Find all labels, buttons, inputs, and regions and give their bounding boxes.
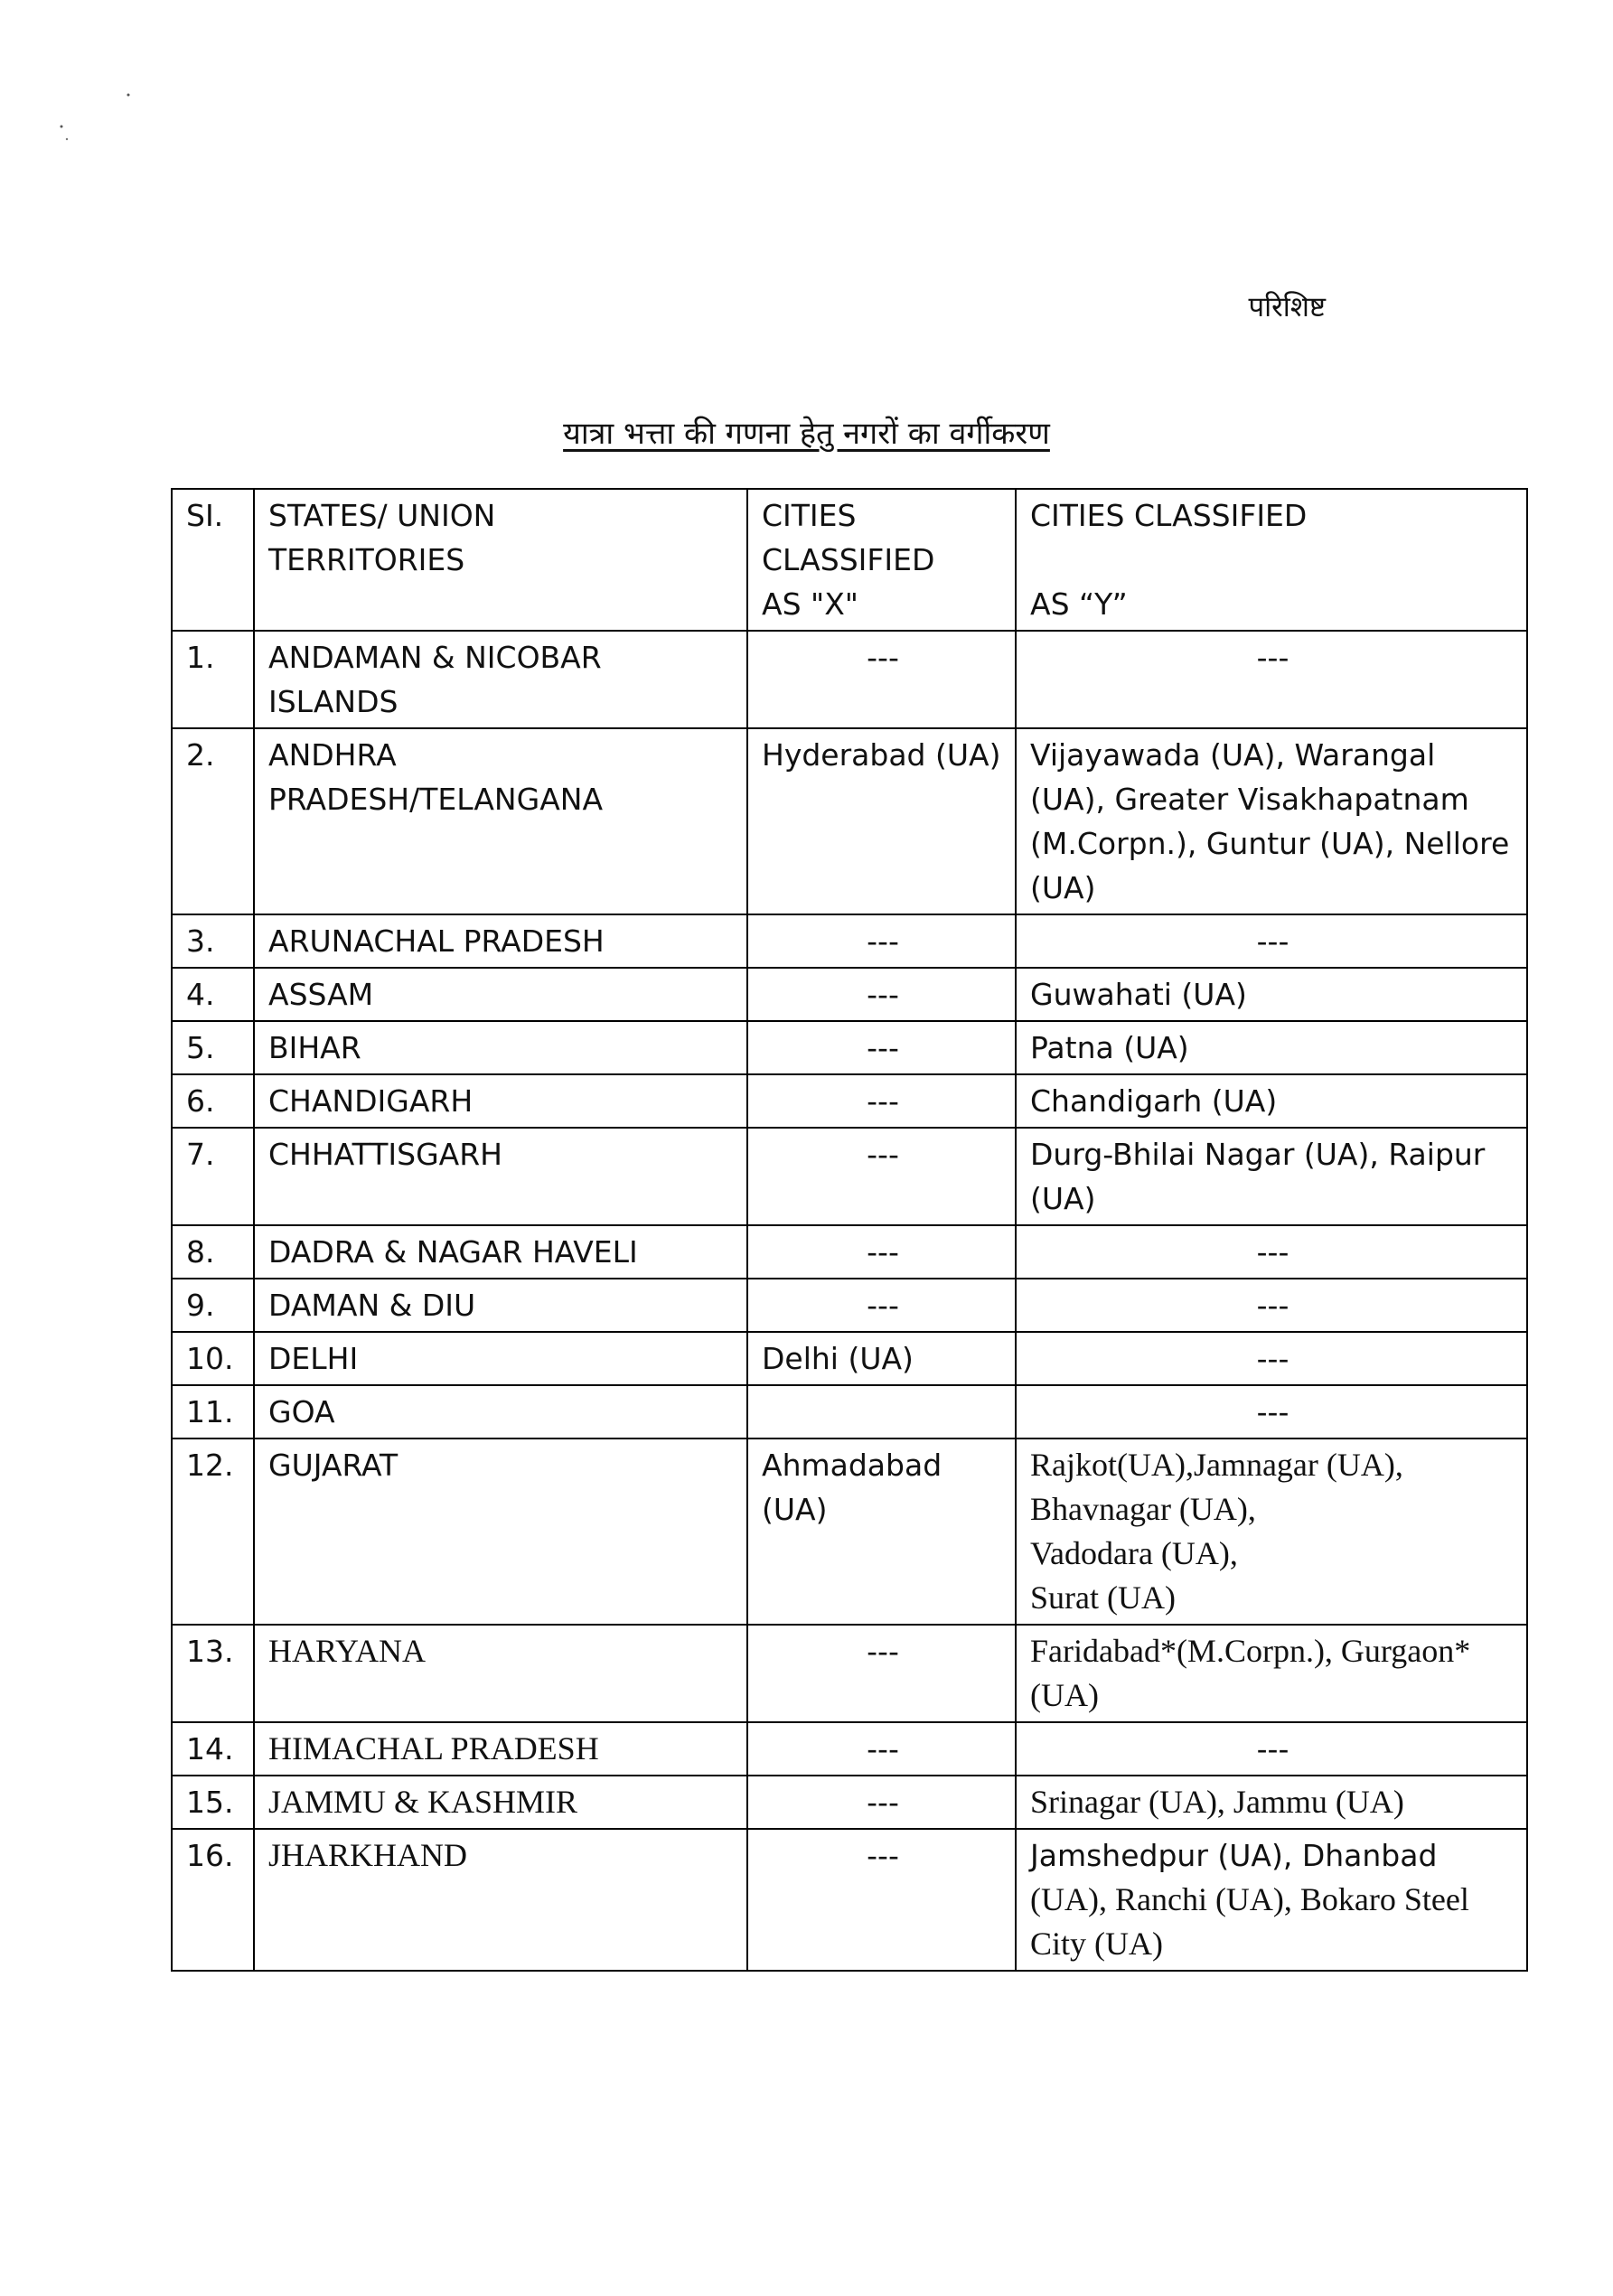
- document-title: [0, 411, 1613, 453]
- table-row: [172, 968, 1527, 1021]
- row-cities-y-part: (UA), Ranchi (UA), Bokaro Steel City (UA): [1030, 1881, 1469, 1962]
- row-sl: 8.: [172, 1225, 254, 1279]
- row-cities-y-line: Rajkot(UA),Jamnagar (UA),: [1030, 1447, 1403, 1483]
- row-state: DELHI: [254, 1332, 747, 1385]
- row-state: BIHAR: [254, 1021, 747, 1074]
- scan-specks: [54, 90, 145, 145]
- header-cities-x: [747, 489, 1016, 631]
- table-row: [172, 728, 1527, 914]
- table-row: [172, 1021, 1527, 1074]
- row-cities-y: Srinagar (UA), Jammu (UA): [1016, 1776, 1527, 1829]
- row-cities-x: ---: [747, 631, 1016, 728]
- row-cities-x: ---: [747, 1776, 1016, 1829]
- table-row: [172, 1128, 1527, 1225]
- row-sl: 14.: [172, 1722, 254, 1776]
- row-state: DADRA & NAGAR HAVELI: [254, 1225, 747, 1279]
- row-cities-y-part: Jamshedpur (UA), Dhanbad: [1030, 1838, 1438, 1873]
- row-sl: 16.: [172, 1829, 254, 1971]
- row-cities-y: ---: [1016, 1225, 1527, 1279]
- row-cities-x: ---: [747, 1625, 1016, 1722]
- row-cities-y: [1016, 1439, 1527, 1625]
- table-row: [172, 1829, 1527, 1971]
- row-cities-x: [747, 1385, 1016, 1439]
- row-sl: 3.: [172, 914, 254, 968]
- table-row: [172, 1225, 1527, 1279]
- annex-label: परिशिष्ट: [1248, 291, 1326, 323]
- header-x-line: CITIES: [762, 498, 857, 533]
- row-state: ANDHRA PRADESH/TELANGANA: [254, 728, 747, 914]
- row-cities-x: ---: [747, 1021, 1016, 1074]
- row-cities-y: ---: [1016, 1332, 1527, 1385]
- row-cities-y: Patna (UA): [1016, 1021, 1527, 1074]
- row-cities-y: ---: [1016, 631, 1527, 728]
- table-row: [172, 1776, 1527, 1829]
- row-sl: 5.: [172, 1021, 254, 1074]
- row-cities-x: Ahmadabad (UA): [747, 1439, 1016, 1625]
- row-sl: 2.: [172, 728, 254, 914]
- row-state: ASSAM: [254, 968, 747, 1021]
- row-cities-x: ---: [747, 1829, 1016, 1971]
- row-state: CHANDIGARH: [254, 1074, 747, 1128]
- table-row: [172, 1439, 1527, 1625]
- row-cities-x: Hyderabad (UA): [747, 728, 1016, 914]
- row-cities-x: Delhi (UA): [747, 1332, 1016, 1385]
- table-row: [172, 1385, 1527, 1439]
- row-cities-x: ---: [747, 1128, 1016, 1225]
- row-cities-x: ---: [747, 1722, 1016, 1776]
- table-row: [172, 1722, 1527, 1776]
- table-row: [172, 1279, 1527, 1332]
- row-cities-y-line: Bhavnagar (UA),: [1030, 1491, 1256, 1527]
- row-cities-y: ---: [1016, 1385, 1527, 1439]
- row-cities-y: Faridabad*(M.Corpn.), Gurgaon* (UA): [1016, 1625, 1527, 1722]
- header-y-line: CITIES CLASSIFIED: [1030, 498, 1308, 533]
- row-cities-y: [1016, 1829, 1527, 1971]
- row-state: ARUNACHAL PRADESH: [254, 914, 747, 968]
- row-cities-y: ---: [1016, 1722, 1527, 1776]
- row-sl: 9.: [172, 1279, 254, 1332]
- row-cities-y-line: Vadodara (UA),: [1030, 1535, 1238, 1571]
- row-cities-x: ---: [747, 1225, 1016, 1279]
- header-state: [254, 489, 747, 631]
- row-sl: 4.: [172, 968, 254, 1021]
- row-cities-y-line: Surat (UA): [1030, 1579, 1176, 1616]
- row-sl: 7.: [172, 1128, 254, 1225]
- row-cities-y: Chandigarh (UA): [1016, 1074, 1527, 1128]
- table-header-row: [172, 489, 1527, 631]
- row-sl: 11.: [172, 1385, 254, 1439]
- row-state: CHHATTISGARH: [254, 1128, 747, 1225]
- table-row: [172, 1625, 1527, 1722]
- header-x-line: AS "X": [762, 586, 858, 622]
- row-cities-x: ---: [747, 1074, 1016, 1128]
- row-sl: 15.: [172, 1776, 254, 1829]
- row-cities-y: ---: [1016, 914, 1527, 968]
- row-sl: 6.: [172, 1074, 254, 1128]
- row-state: JHARKHAND: [254, 1829, 747, 1971]
- table-row: [172, 914, 1527, 968]
- header-y-line: [1030, 538, 1515, 582]
- table-row: [172, 1332, 1527, 1385]
- header-state-line: TERRITORIES: [268, 542, 465, 577]
- row-cities-y: Vijayawada (UA), Warangal (UA), Greater Visakhapatnam (M.Corpn.), Guntur (UA), Nellore (UA): [1016, 728, 1527, 914]
- row-cities-y: Durg-Bhilai Nagar (UA), Raipur (UA): [1016, 1128, 1527, 1225]
- row-sl: 12.: [172, 1439, 254, 1625]
- header-y-line: AS “Y”: [1030, 586, 1128, 622]
- header-state-line: STATES/ UNION: [268, 498, 496, 533]
- city-classification-table: [171, 488, 1528, 1972]
- row-state: JAMMU & KASHMIR: [254, 1776, 747, 1829]
- row-state: GUJARAT: [254, 1439, 747, 1625]
- table-row: [172, 1074, 1527, 1128]
- row-cities-y: ---: [1016, 1279, 1527, 1332]
- table-row: [172, 631, 1527, 728]
- row-cities-x: ---: [747, 1279, 1016, 1332]
- row-sl: 1.: [172, 631, 254, 728]
- document-title-text: यात्रा भत्ता की गणना हेतु नगरों का वर्गीकरण: [563, 416, 1050, 452]
- header-sl: SI.: [172, 489, 254, 631]
- row-state: HIMACHAL PRADESH: [254, 1722, 747, 1776]
- row-state: HARYANA: [254, 1625, 747, 1722]
- row-sl: 10.: [172, 1332, 254, 1385]
- row-sl: 13.: [172, 1625, 254, 1722]
- row-cities-y: Guwahati (UA): [1016, 968, 1527, 1021]
- header-cities-y: [1016, 489, 1527, 631]
- row-state: DAMAN & DIU: [254, 1279, 747, 1332]
- row-cities-x: ---: [747, 968, 1016, 1021]
- row-state: ANDAMAN & NICOBAR ISLANDS: [254, 631, 747, 728]
- header-x-line: CLASSIFIED: [762, 542, 935, 577]
- row-cities-x: ---: [747, 914, 1016, 968]
- row-state: GOA: [254, 1385, 747, 1439]
